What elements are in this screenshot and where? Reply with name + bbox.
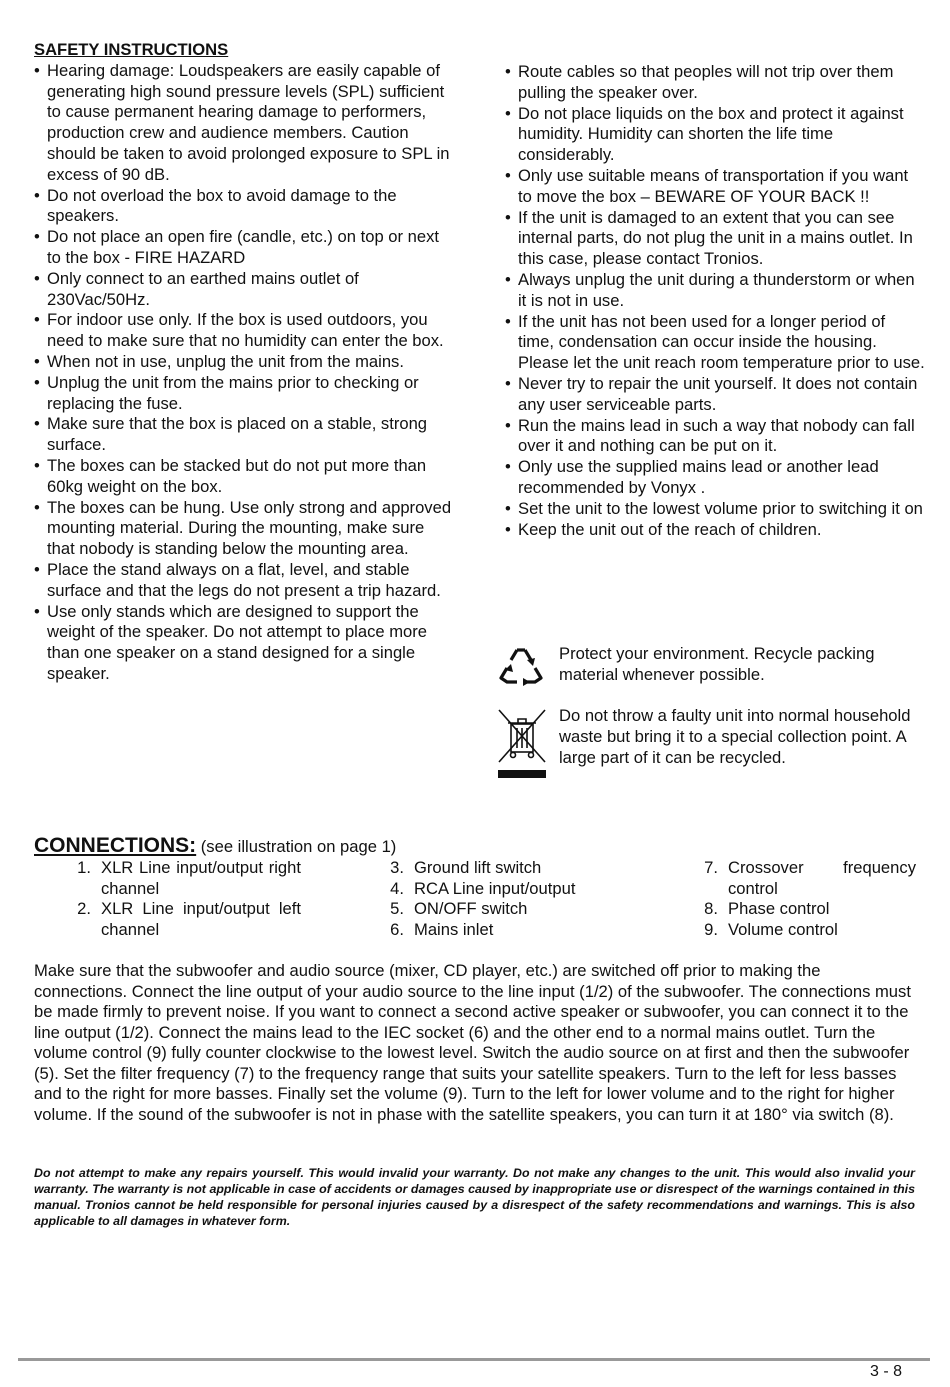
list-item: • For indoor use only. If the box is used outdoors, you need to make sure that no humidity can enter the box. (34, 310, 454, 352)
list-item: • Only use the supplied mains lead or another lead recommended by Vonyx . (505, 457, 925, 499)
list-item (373, 920, 653, 941)
item-label: XLR Line input/output right channel (101, 857, 301, 898)
list-item (687, 858, 919, 900)
item-label: Volume control (728, 920, 838, 940)
item-label: Crossover frequency control (728, 857, 916, 898)
safety-list-left (34, 61, 454, 685)
item-number: 9. (704, 920, 718, 940)
list-item (60, 899, 325, 941)
list-item: • Use only stands which are designed to support the weight of the speaker. Do not attempt to place more than one speaker on a stand designed for a single speaker. (34, 602, 454, 685)
item-label: Ground lift switch (414, 857, 542, 877)
connections-heading (34, 836, 919, 858)
list-item: • If the unit is damaged to an extent that you can see internal parts, do not plug the unit in a mains outlet. In this case, please contact Tronios. (505, 208, 925, 270)
list-item: • Hearing damage: Loudspeakers are easily capable of generating high sound pressure levels (SPL) sufficient to cause permanent hearing damage to performers, production crew and audience members. Caution should be taken to avoid prolonged exposure to SPL in excess of 90 dB. (34, 61, 454, 186)
item-number: 1. (77, 857, 91, 877)
list-item: • Do not place an open fire (candle, etc.) on top or next to the box - FIRE HAZARD (34, 227, 454, 269)
recycle-text: Protect your environment. Recycle packing material whenever possible. (559, 644, 875, 684)
list-item: • If the unit has not been used for a longer period of time, condensation can occur inside the housing. Please let the unit reach room temperature prior to use. (505, 312, 925, 374)
item-number: 5. (390, 899, 404, 919)
safety-left-column (34, 40, 454, 685)
crossed-bin-icon (497, 706, 549, 788)
item-label: RCA Line input/output (414, 878, 576, 898)
list-item (373, 858, 653, 879)
list-item: • Keep the unit out of the reach of children. (505, 520, 925, 541)
list-item: • Only connect to an earthed mains outlet of 230Vac/50Hz. (34, 269, 454, 311)
list-item (373, 879, 653, 900)
item-number: 6. (390, 920, 404, 940)
list-item: • When not in use, unplug the unit from the mains. (34, 352, 454, 373)
connections-list (34, 858, 919, 942)
list-item: • The boxes can be hung. Use only strong and approved mounting material. During the mounting, make sure that nobody is standing below the mounting area. (34, 498, 454, 560)
item-number: 7. (704, 857, 718, 877)
connections-subtitle: (see illustration on page 1) (196, 837, 397, 856)
list-item (687, 920, 919, 941)
recycle-notice (497, 644, 917, 694)
list-item: • Always unplug the unit during a thunderstorm or when it is not in use. (505, 270, 925, 312)
list-item: • Unplug the unit from the mains prior to checking or replacing the fuse. (34, 373, 454, 415)
footer-divider (18, 1358, 930, 1361)
item-label: ON/OFF switch (414, 899, 528, 919)
item-label: Phase control (728, 899, 830, 919)
list-item (373, 899, 653, 920)
list-item: • Do not place liquids on the box and protect it against humidity. Humidity can shorten the life time considerably. (505, 104, 925, 166)
list-item (60, 858, 325, 900)
list-item: • Set the unit to the lowest volume prior to switching it on (505, 499, 925, 520)
item-number: 3. (390, 857, 404, 877)
connections-column-2 (373, 858, 653, 941)
recycle-icon (497, 644, 549, 694)
connections-section (34, 836, 919, 942)
list-item (687, 899, 919, 920)
page-number: 3 - 8 (869, 1363, 902, 1380)
list-item: • Place the stand always on a flat, level, and stable surface and that the legs do not present a trip hazard. (34, 560, 454, 602)
item-number: 4. (390, 878, 404, 898)
item-number: 2. (77, 899, 91, 919)
connections-column-1 (60, 858, 325, 941)
item-label: Mains inlet (414, 920, 494, 940)
connections-paragraph: Make sure that the subwoofer and audio source (mixer, CD player, etc.) are switched off prior to making the connections. Connect the line output of your audio source to the line input (1/2) of the subwoofer. The connections must be made firmly to prevent noise. If you want to connect a second active speaker or subwoofer, you can connect it to the line output (1/2). Connect the mains lead to the IEC socket (6) and the other end to a normal mains outlet. Turn the volume control (9) fully counter clockwise to the lowest level. Switch the audio source on at first and then the subwoofer (5). Set the filter frequency (7) to the frequency range that suits your satellite speakers. Turn to the left for less basses and to the right for more basses. Finally set the volume (9). Turn to the left for lower volume and to the right for higher volume. If the sound of the subwoofer is not in phase with the satellite speakers, you can turn it at 180° via switch (8). (34, 961, 911, 1124)
list-item: • Do not overload the box to avoid damage to the speakers. (34, 186, 454, 228)
list-item: • Only use suitable means of transportation if you want to move the box – BEWARE OF YOUR BACK !! (505, 166, 925, 208)
weee-text: Do not throw a faulty unit into normal household waste but bring it to a special collection point. A large part of it can be recycled. (559, 706, 911, 767)
list-item: • Never try to repair the unit yourself. It does not contain any user serviceable parts. (505, 374, 925, 416)
weee-notice (497, 706, 917, 788)
safety-right-column (505, 62, 925, 540)
item-number: 8. (704, 899, 718, 919)
warranty-disclaimer: Do not attempt to make any repairs yourself. This would invalid your warranty. Do not make any changes to the unit. This would also invalid your warranty. The warranty is not applicable in case of accidents or damages caused by inappropriate use or disrespect of the warnings contained in this manual. Tronios cannot be held responsible for personal injuries caused by a disrespect of the safety recommendations and warnings. This is also applicable to all damages in whatever form. (34, 1166, 915, 1228)
connections-title: CONNECTIONS: (34, 834, 197, 857)
list-item: • Route cables so that peoples will not trip over them pulling the speaker over. (505, 62, 925, 104)
item-label: XLR Line input/output left channel (101, 899, 301, 940)
list-item: • Make sure that the box is placed on a stable, strong surface. (34, 414, 454, 456)
safety-list-right (505, 62, 925, 540)
connections-column-3 (687, 858, 919, 941)
list-item: • The boxes can be stacked but do not put more than 60kg weight on the box. (34, 456, 454, 498)
list-item: • Run the mains lead in such a way that nobody can fall over it and nothing can be put on it. (505, 416, 925, 458)
safety-title: SAFETY INSTRUCTIONS (34, 40, 229, 59)
